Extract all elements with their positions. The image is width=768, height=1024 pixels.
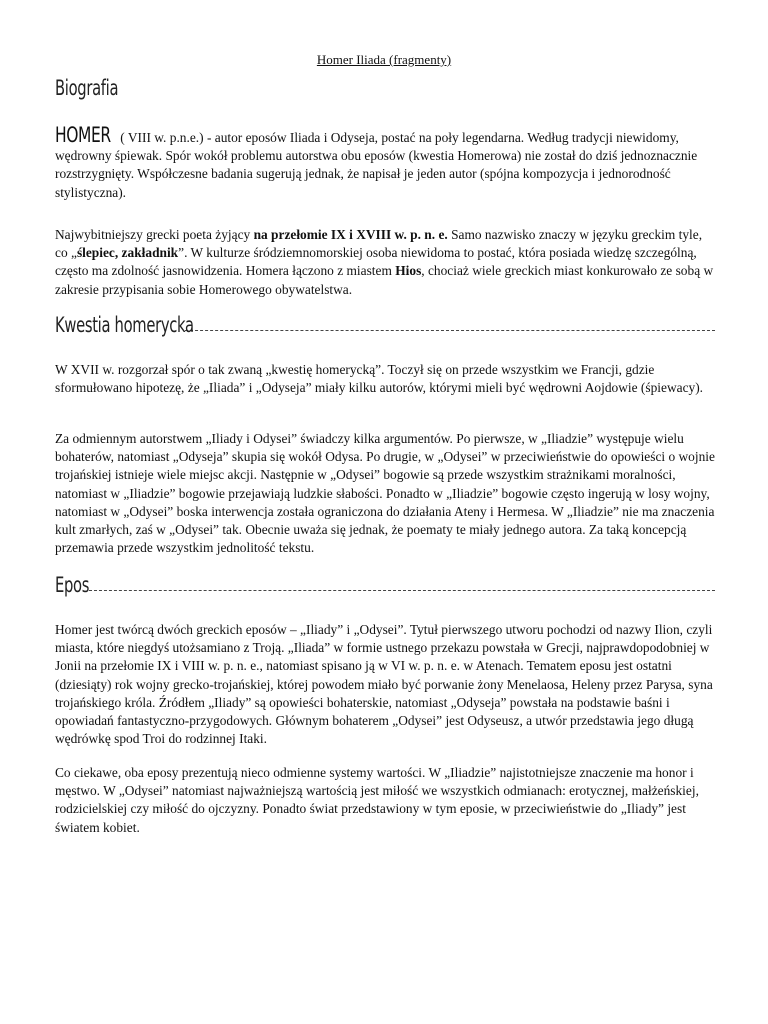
section-heading-biografia (55, 76, 715, 100)
bold-run: ślepiec, zakładnik (76, 245, 179, 261)
heading-text: Epos (55, 573, 90, 597)
section-heading-epos (55, 573, 715, 597)
text-run: , chociaż wiele greckich miast konkurowało ze sobą w zakresie przypisania sobie Homerowego obywatelstwa. (55, 263, 714, 297)
biografia-paragraph-1 (55, 123, 715, 202)
text-run: Samo nazwisko znaczy w języku greckim tyle, co „ (55, 227, 703, 261)
dashed-rule (89, 590, 715, 591)
biografia-p1-text: ( VIII w. p.n.e.) - autor eposów Iliada i Odyseja, postać na poły legendarna. Według tradycji niewidomy, wędrowny śpiewak. Spór wokół problemu autorstwa obu eposów (kwestia Homerowa) nie został do dziś jednoznacznie rozstrzygnięty. Współczesne badania sugerują jednak, że napisał je jeden autor (spójna kompozycja i jednorodność stylistyczna). (55, 130, 698, 200)
epos-paragraph-1: Homer jest twórcą dwóch greckich eposów – „Iliady” i „Odysei”. Tytuł pierwszego utworu pochodzi od nazwy Ilion, czyli miasta, które niegdyś utożsamiano z Troją. „Iliada” w formie ustnego przekazu powstała w Grecji, najprawdopodobniej w Jonii na przełomie IX i VIII w. p. n. e., natomiast spisano ją w VI w. p. n. e. w Atenach. Tematem eposu jest ostatni (dziesiąty) rok wojny grecko-trojańskiej, której powodem miało być porwanie żony Menelaosa, Heleny przez Parysa, syna trojańskiego króla. Źródłem „Iliady” są opowieści bohaterskie, natomiast „Odyseja” powstała na podstawie baśni i opowiadań fantastyczno-przygodowych. Głównym bohaterem „Odysei” jest Odyseusz, a utwór przedstawia jego długą wędrówkę spod Troi do rodzinnej Itaki. (55, 622, 713, 747)
kwestia-paragraph-2: Za odmiennym autorstwem „Iliady i Odysei” świadczy kilka argumentów. Po pierwsze, w „Iliadzie” występuje wielu bohaterów, natomiast „Odyseja” skupia się wokół Odysa. Po drugie, w „Odysei” w przeciwieństwie do opowieści o wojnie trojańskiej istnieje wiele miejsc akcji. Następnie w „Odysei” bogowie są przede wszystkim strażnikami moralności, natomiast w „Iliadzie” bogowie przejawiają ludzkie słabości. Ponadto w „Iliadzie” bogowie często ingerują w losy wojny, natomiast w „Odysei” boska interwencja została ograniczona do działania Ateny i Hermesa. W „Iliadzie” nie ma znaczenia kult zmarłych, zaś w „Odysei” tak. Obecnie uważa się jednak, że poematy te miały jednego autora. Za taką koncepcją przemawia przede wszystkim jednolitość tekstu. (55, 431, 715, 556)
document-title: Homer Iliada (fragmenty) (316, 52, 452, 67)
section-heading-kwestia (55, 313, 715, 337)
text-run: Najwybitniejszy grecki poeta żyjący (55, 227, 254, 242)
bold-run: Hios (395, 263, 422, 279)
kwestia-paragraph-1: W XVII w. rozgorzał spór o tak zwaną „kwestię homerycką”. Toczył się on przede wszystkim we Francji, gdzie sformułowano hipotezę, że „Iliada” i „Odyseja” miały kilku autorów, którymi mieli być wędrowni Aojdowie (śpiewacy). (55, 362, 704, 396)
epos-paragraph-2: Co ciekawe, oba eposy prezentują nieco odmienne systemy wartości. W „Iliadzie” najistotniejsze znaczenie ma honor i męstwo. W „Odysei” natomiast najważniejszą wartością jest miłość we wszystkich odmianach: erotycznej, małżeńskiej, rodzicielskiej czy miłość do ojczyzny. Ponadto świat przedstawiony w tym eposie, w przeciwieństwie do „Iliady” jest światem kobiet. (55, 765, 699, 835)
homer-lead-word: HOMER (55, 123, 111, 147)
text-run: ”. W kulturze śródziemnomorskiej osoba niewidoma to postać, która posiada wiedzę szczególną, często ma zdolność jasnowidzenia. Homera łączono z miastem (55, 245, 697, 279)
bold-run: na przełomie IX i XVIII w. p. n. e. (253, 227, 448, 242)
heading-text: Biografia (55, 76, 119, 100)
biografia-paragraph-2 (55, 226, 715, 299)
dashed-rule (185, 330, 715, 331)
heading-text: Kwestia homerycka (55, 313, 194, 337)
